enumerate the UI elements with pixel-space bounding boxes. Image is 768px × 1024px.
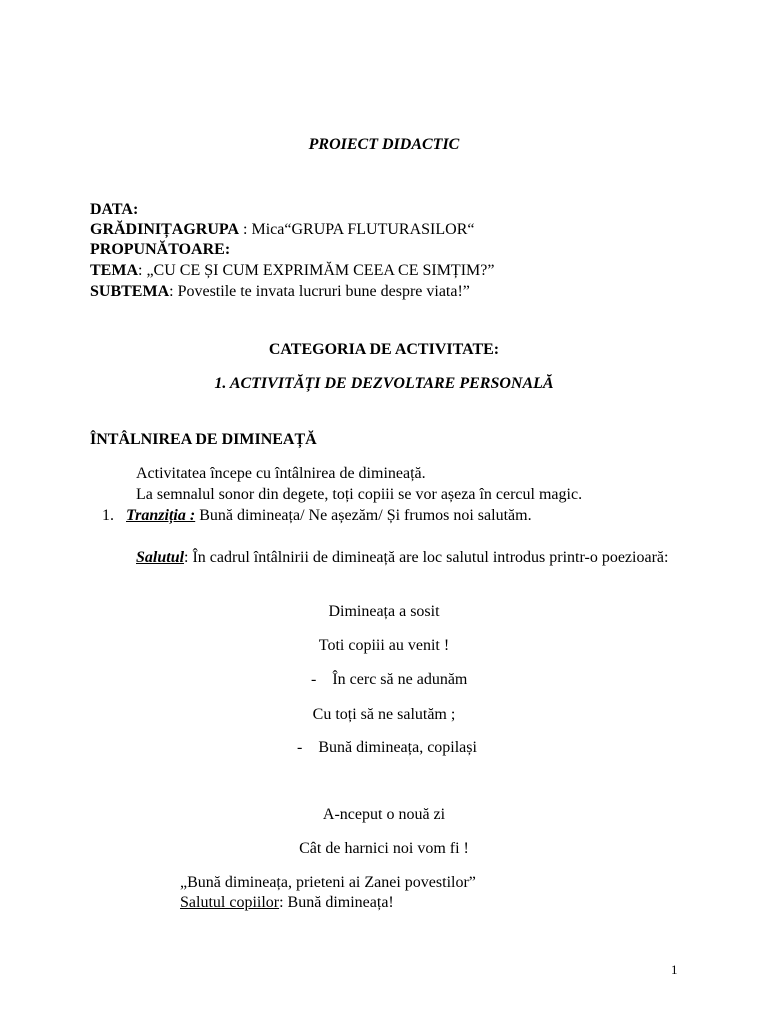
- tema-row: [90, 261, 494, 281]
- subtema-row: [90, 282, 470, 302]
- tranzitia-label: Tranziția :: [126, 507, 196, 524]
- buna-dimineata-line: „Bună dimineața, prieteni ai Zanei povestilor”: [180, 874, 476, 891]
- poem-line-7: Cât de harnici noi vom fi !: [299, 840, 469, 857]
- tranzitia-row: [102, 506, 532, 526]
- poem-line-6: A-nceput o nouă zi: [322, 806, 446, 823]
- salutul-copiilor-text: : Bună dimineața!: [279, 894, 394, 911]
- poem-line-4: Cu toți să ne salutăm ;: [312, 706, 456, 723]
- data-label: DATA:: [90, 201, 139, 218]
- poem-line-5: - Bună dimineața, copilași: [297, 739, 477, 756]
- salutul-copiilor-row: [180, 893, 394, 913]
- activitatea-line: Activitatea începe cu întâlnirea de dimineață.: [136, 465, 426, 482]
- poem-line-3: - În cerc să ne adunăm: [311, 671, 468, 688]
- gradinita-row: [90, 220, 474, 240]
- tranzitia-number: 1.: [102, 507, 114, 524]
- poem-line-1: Dimineața a sosit: [328, 603, 440, 620]
- tema-label: TEMA: [90, 262, 138, 279]
- tranzitia-text: Bună dimineața/ Ne așezăm/ Și frumos noi salutăm.: [195, 507, 532, 524]
- subtema-value: : Povestile te invata lucruri bune despre viata!”: [169, 283, 470, 300]
- propunatoare-label: PROPUNĂTOARE:: [90, 241, 231, 258]
- page-number: 1: [671, 962, 678, 977]
- categoria-heading: CATEGORIA DE ACTIVITATE:: [268, 341, 500, 358]
- salutul-label: Salutul: [136, 549, 185, 566]
- activitati-heading: 1. ACTIVITĂȚI DE DEZVOLTARE PERSONALĂ: [214, 375, 554, 392]
- salutul-paragraph: [90, 548, 676, 568]
- gradinita-value: : Mica“GRUPA FLUTURASILOR“: [239, 221, 475, 238]
- poem-line-2: Toti copiii au venit !: [318, 637, 450, 654]
- document-title: PROIECT DIDACTIC: [308, 136, 460, 153]
- subtema-label: SUBTEMA: [90, 283, 170, 300]
- intalnirea-heading: ÎNTÂLNIREA DE DIMINEAȚĂ: [90, 431, 317, 448]
- tema-value: : „CU CE ȘI CUM EXPRIMĂM CEEA CE SIMȚIM?”: [138, 262, 495, 279]
- semnal-line: La semnalul sonor din degete, toți copiii se vor așeza în cercul magic.: [136, 486, 583, 503]
- salutul-copiilor-label: Salutul copiilor: [180, 894, 280, 911]
- gradinita-label: GRĂDINIȚAGRUPA: [90, 221, 240, 238]
- salutul-text: : În cadrul întâlnirii de dimineață are loc salutul introdus printr-o poezioară:: [184, 549, 669, 566]
